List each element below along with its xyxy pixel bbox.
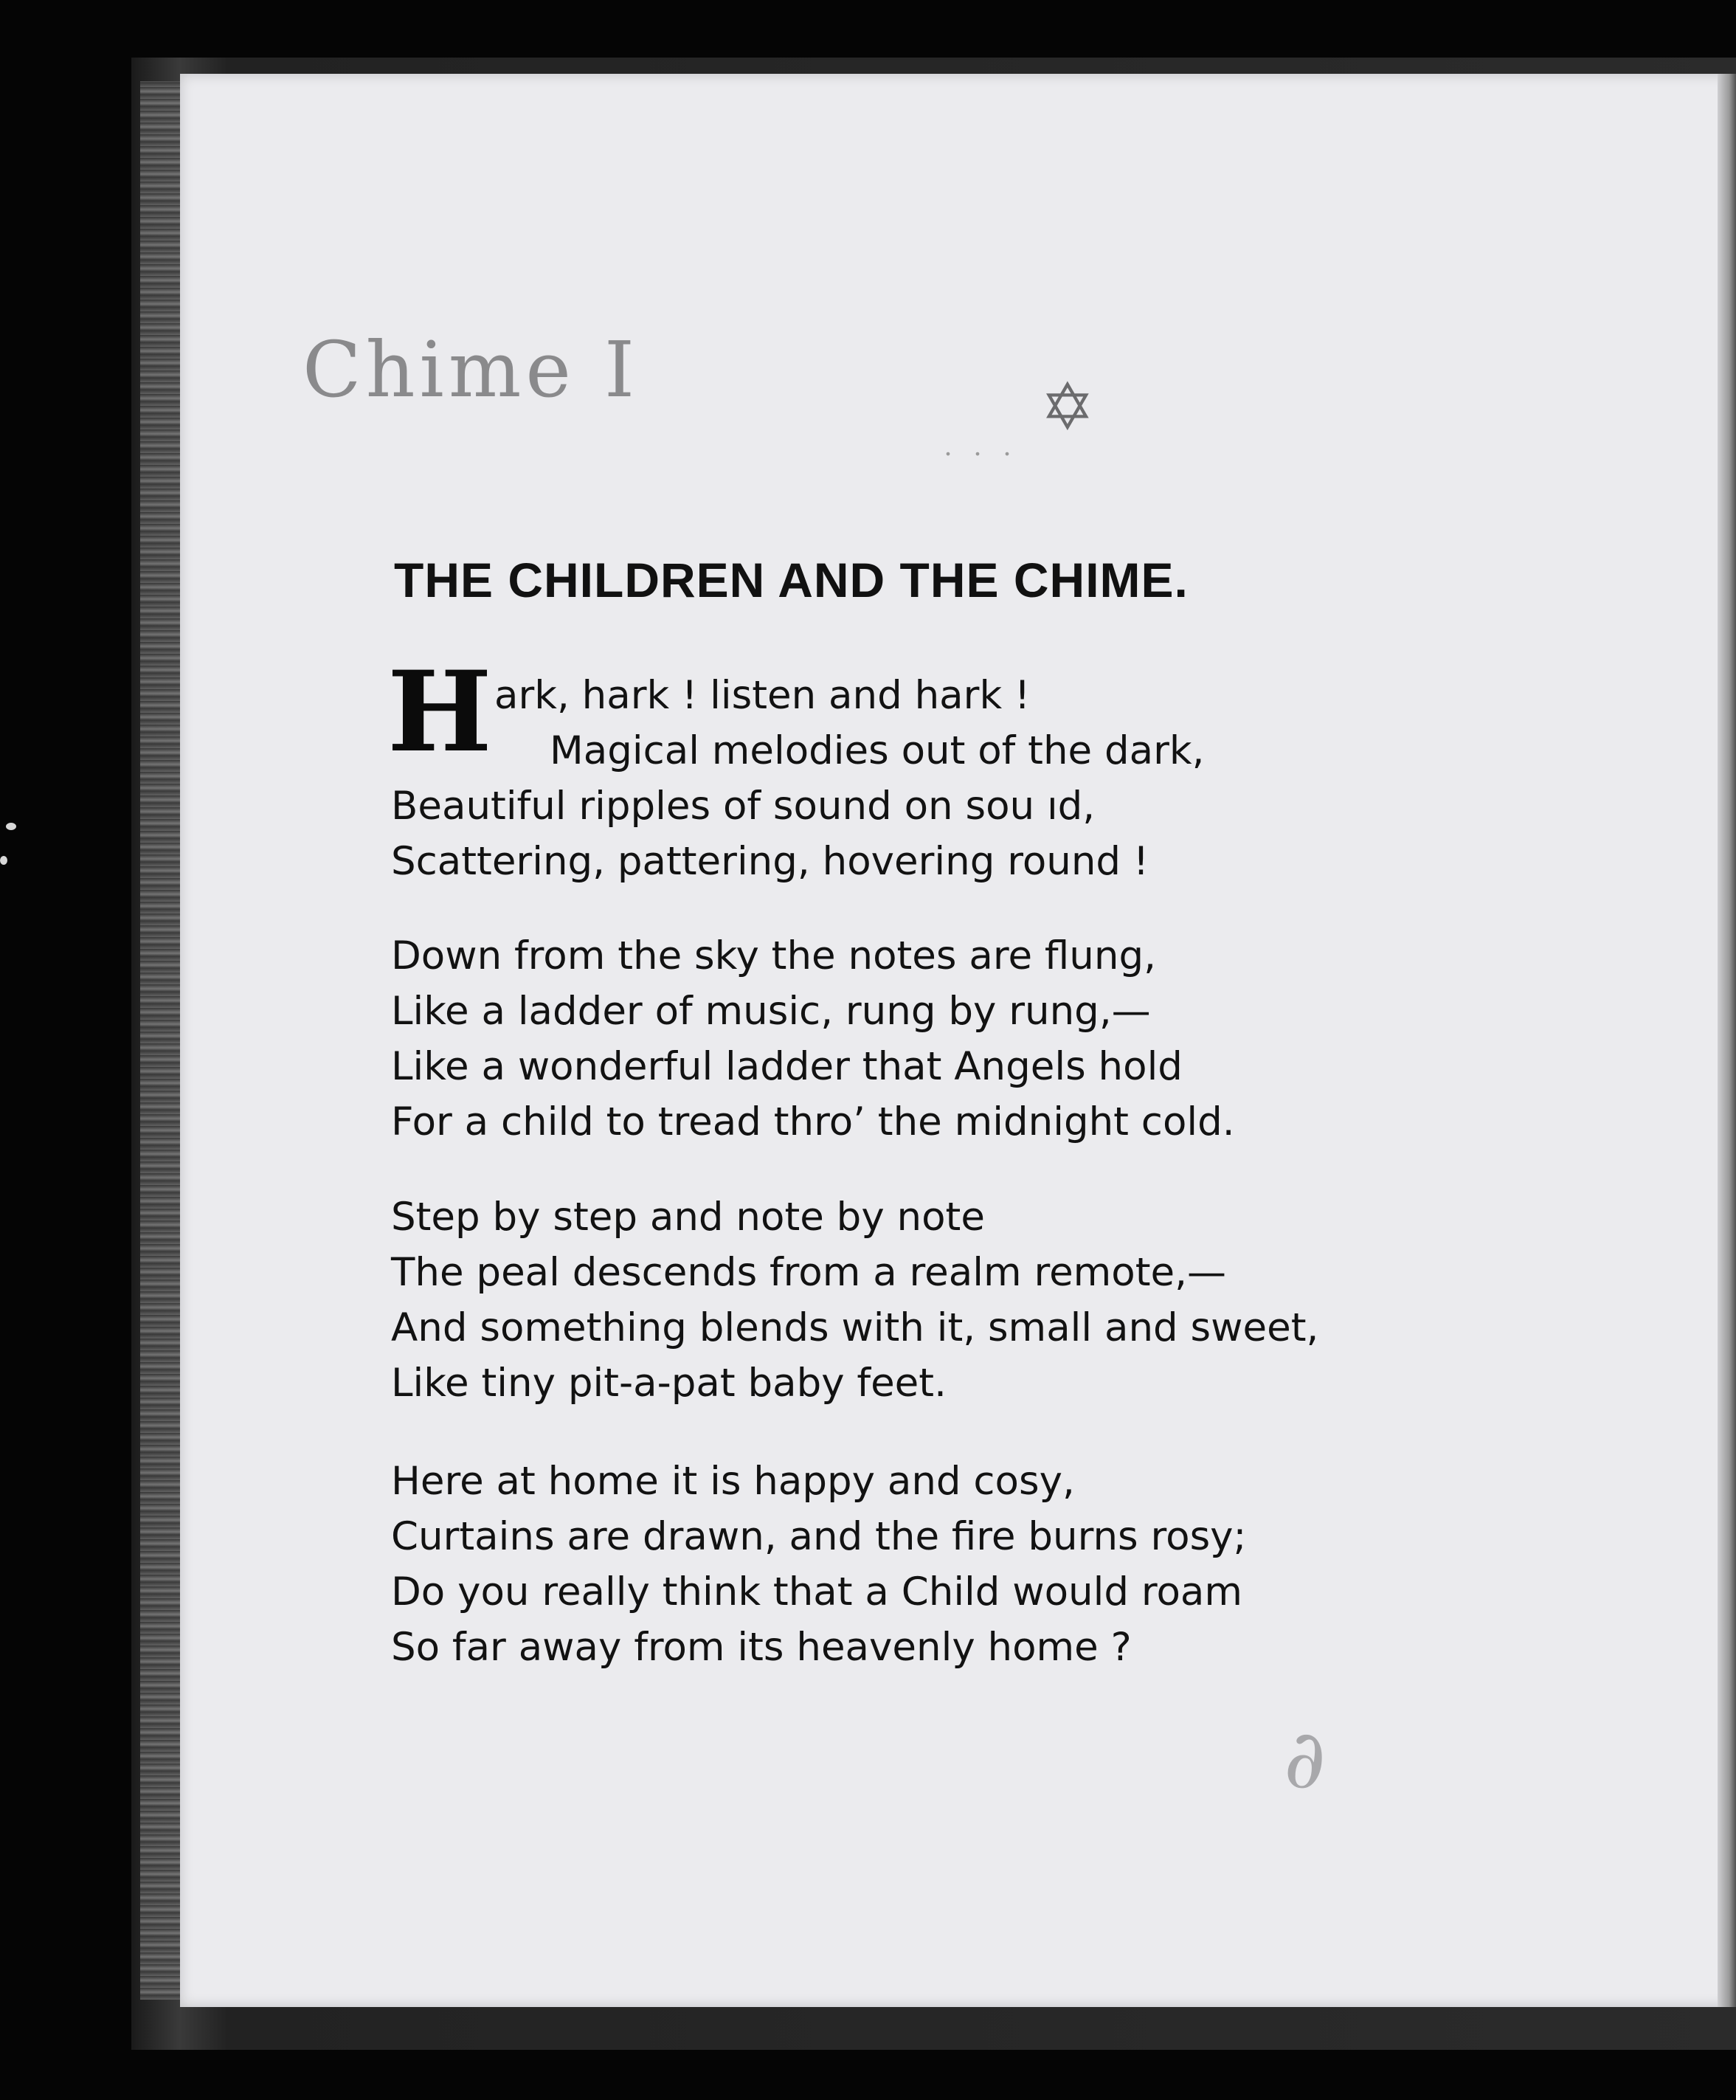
verse-line: Magical melodies out of the dark, (550, 728, 1205, 773)
stanza-4 (391, 1454, 1246, 1675)
verse-line: Down from the sky the notes are flung, (391, 933, 1156, 978)
verse-line: Curtains are drawn, and the fire burns rosy; (391, 1514, 1247, 1559)
verse-line: For a child to tread thro’ the midnight cold. (391, 1099, 1235, 1144)
poem-title: THE CHILDREN AND THE CHIME. (394, 553, 1189, 607)
book-spine (140, 81, 184, 2000)
stanza-3 (391, 1189, 1318, 1411)
stanza-2 (391, 928, 1235, 1150)
verse-line: Beautiful ripples of sound on sou ıd, (391, 784, 1096, 829)
verse-line: Here at home it is happy and cosy, (391, 1459, 1075, 1504)
verse-line: The peal descends from a realm remote,— (391, 1250, 1226, 1295)
verse-line: Like a ladder of music, rung by rung,— (391, 989, 1151, 1034)
film-speck (6, 823, 16, 830)
drop-cap: H (387, 647, 492, 777)
chime-heading: Chime I (302, 325, 640, 415)
page-edge (1718, 74, 1736, 2007)
film-speck (0, 856, 7, 865)
star-icon: ✡ (1040, 373, 1095, 444)
ornament-dots: . . . (944, 429, 1018, 462)
verse-line: Like tiny pit-a-pat baby feet. (391, 1361, 947, 1406)
stanza-1 (391, 668, 1204, 889)
verse-line: ark, hark ! listen and hark ! (494, 673, 1031, 718)
verse-line: Scattering, pattering, hovering round ! (391, 839, 1149, 884)
pencil-mark: ∂ (1284, 1712, 1326, 1806)
verse-line: Step by step and note by note (391, 1195, 985, 1240)
verse-line: And something blends with it, small and sweet, (391, 1305, 1319, 1350)
verse-line: Do you really think that a Child would roam (391, 1569, 1242, 1614)
verse-line: Like a wonderful ladder that Angels hold (391, 1044, 1183, 1089)
verse-line: So far away from its heavenly home ? (391, 1625, 1132, 1670)
